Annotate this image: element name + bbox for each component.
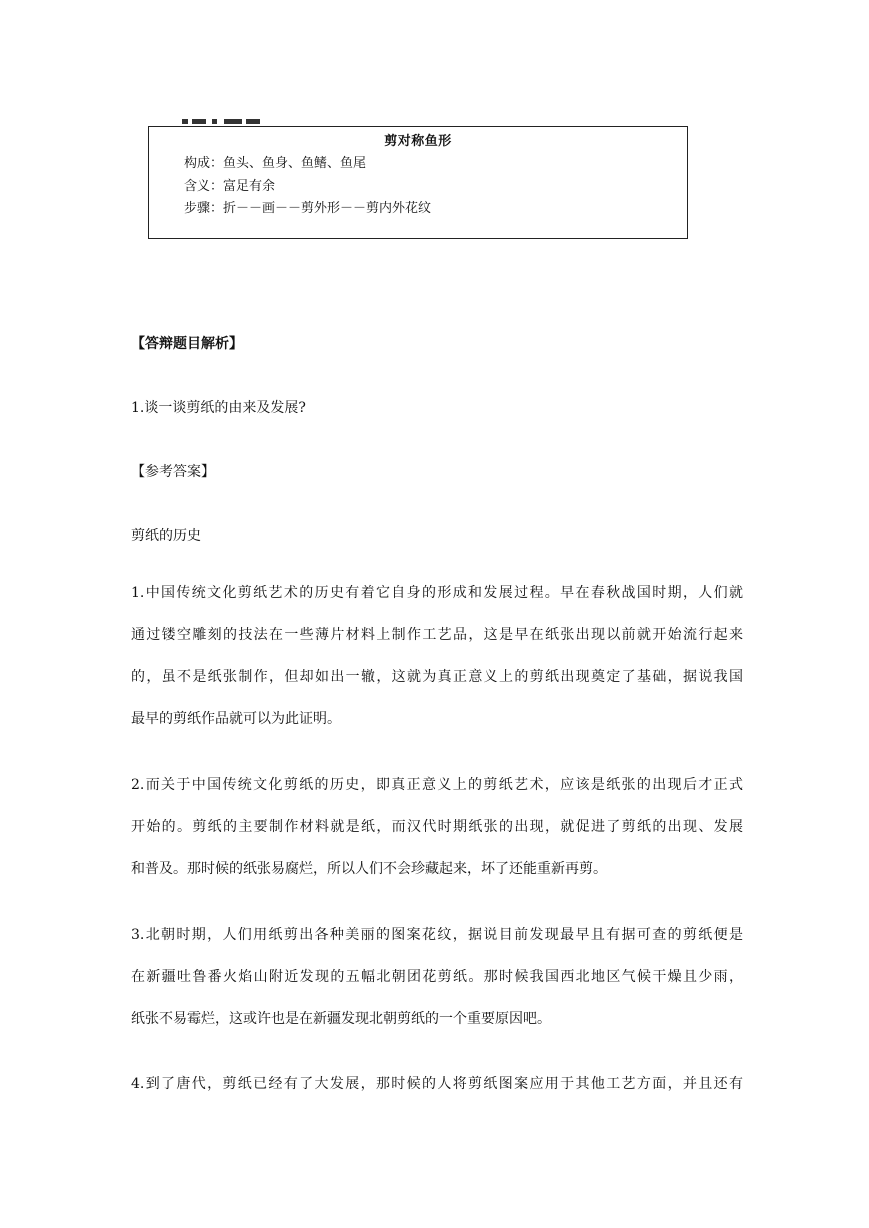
board-line-meaning bbox=[184, 175, 275, 194]
board-line-key: 含义： bbox=[184, 179, 224, 194]
board-line-value: 富足有余 bbox=[223, 179, 276, 194]
paragraph-1 bbox=[131, 572, 743, 740]
paragraph-3 bbox=[131, 914, 743, 1040]
board-line-value: 鱼头、鱼身、鱼鳍、鱼尾 bbox=[223, 156, 367, 171]
paragraph-line: 3.北朝时期，人们用纸剪出各种美丽的图案花纹，据说目前发现最早且有据可查的剪纸便是 bbox=[131, 927, 743, 943]
question-text: 1.谈一谈剪纸的由来及发展? bbox=[131, 400, 306, 416]
paragraph-line: 纸张不易霉烂，这或许也是在新疆发现北朝剪纸的一个重要原因吧。 bbox=[131, 1011, 551, 1027]
cropped-text-fragment bbox=[182, 111, 268, 125]
paragraph-line: 和普及。那时候的纸张易腐烂，所以人们不会珍藏起来，坏了还能重新再剪。 bbox=[131, 861, 607, 877]
board-line-key: 步骤： bbox=[184, 201, 224, 216]
paragraph-line: 4.到了唐代，剪纸已经有了大发展，那时候的人将剪纸图案应用于其他工艺方面，并且还有 bbox=[131, 1076, 743, 1092]
answer-heading: 【参考答案】 bbox=[131, 464, 215, 480]
board-title: 剪对称鱼形 bbox=[384, 134, 452, 149]
board-line-steps bbox=[184, 197, 431, 216]
board-line-value: 折－－画－－剪外形－－剪内外花纹 bbox=[223, 201, 432, 216]
paragraph-line: 通过镂空雕刻的技法在一些薄片材料上制作工艺品，这是早在纸张出现以前就开始流行起来 bbox=[131, 627, 743, 643]
paragraph-2 bbox=[131, 764, 743, 890]
paragraph-line: 的，虽不是纸张制作，但却如出一辙，这就为真正意义上的剪纸出现奠定了基础，据说我国 bbox=[131, 669, 743, 685]
paragraph-line: 最早的剪纸作品就可以为此证明。 bbox=[131, 711, 341, 727]
board-line-key: 构成： bbox=[184, 156, 224, 171]
paragraph-line: 2.而关于中国传统文化剪纸的历史，即真正意义上的剪纸艺术，应该是纸张的出现后才正式 bbox=[131, 777, 743, 793]
history-subtitle: 剪纸的历史 bbox=[131, 528, 201, 544]
board-line-composition bbox=[184, 152, 366, 171]
paragraph-4 bbox=[131, 1063, 743, 1105]
blackboard-design-box bbox=[148, 126, 688, 239]
paragraph-line: 在新疆吐鲁番火焰山附近发现的五幅北朝团花剪纸。那时候我国西北地区气候干燥且少雨， bbox=[131, 969, 743, 985]
paragraph-line: 开始的。剪纸的主要制作材料就是纸，而汉代时期纸张的出现，就促进了剪纸的出现、发展 bbox=[131, 819, 743, 835]
paragraph-line: 1.中国传统文化剪纸艺术的历史有着它自身的形成和发展过程。早在春秋战国时期，人们就 bbox=[131, 585, 743, 601]
section-heading: 【答辩题目解析】 bbox=[131, 336, 243, 352]
